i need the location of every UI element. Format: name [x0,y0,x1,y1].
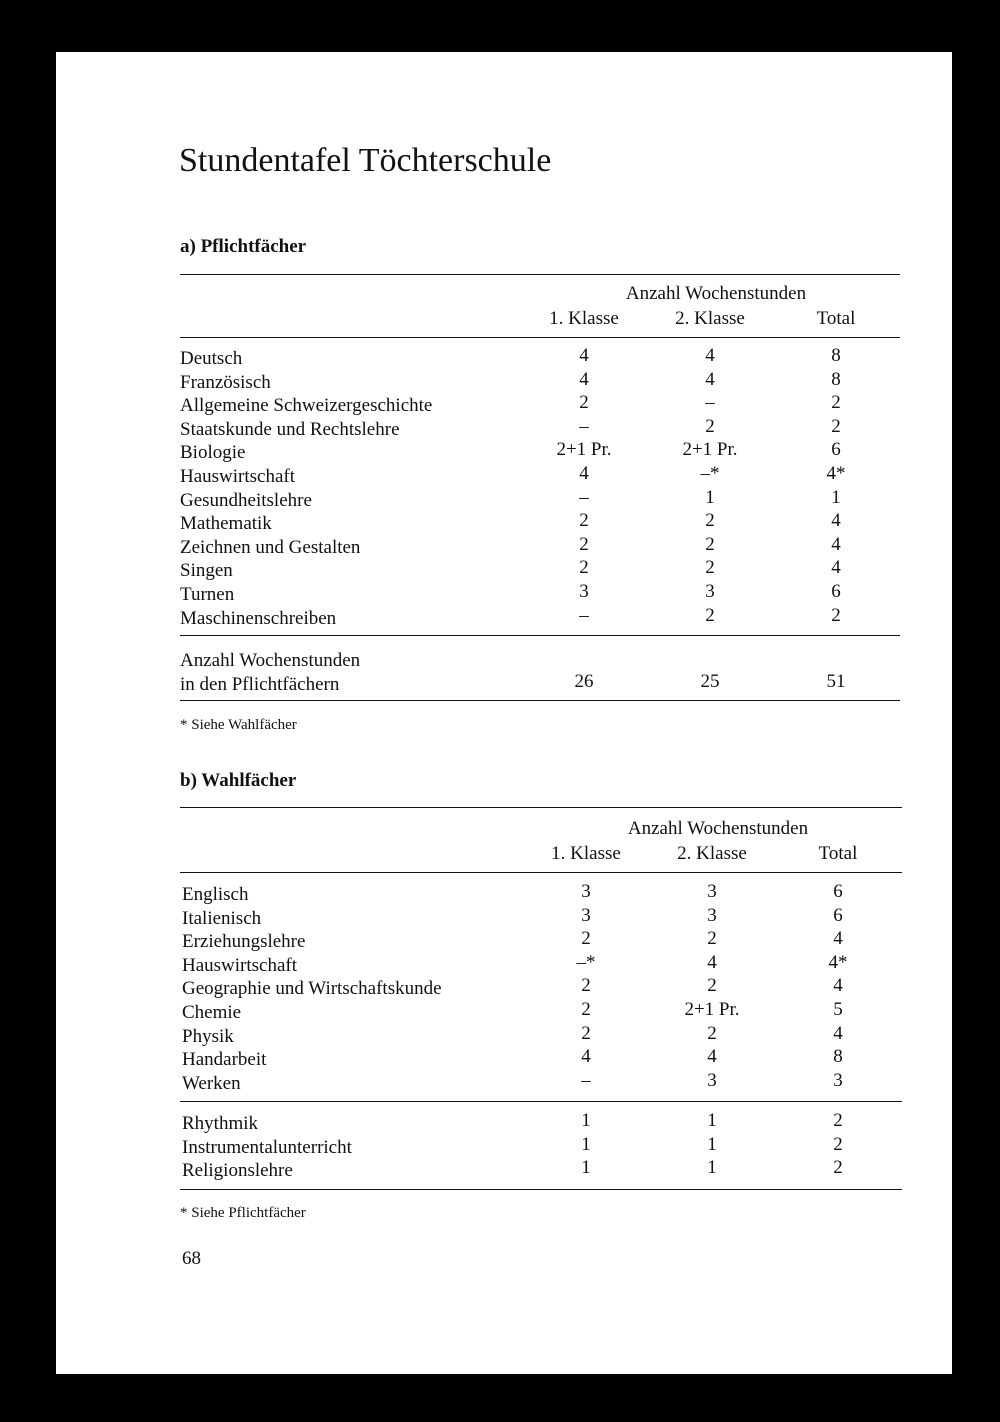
cell-k1: 2 [579,533,589,555]
table-b-bottom-rule [180,1189,902,1190]
subject-label: Italienisch [182,907,262,929]
sum-k1: 26 [574,671,594,692]
page-title: Stundentafel Töchterschule [179,142,552,179]
cell-total: 2 [833,1133,843,1155]
table-a-header-rule [180,337,900,338]
table-a-sum-row-2 [180,671,880,698]
subject-label: Deutsch [180,348,243,369]
subject-label: Werken [182,1072,241,1094]
subject-label: Hauswirtschaft [180,466,296,487]
cell-k2: 1 [707,1157,717,1179]
cell-k1: 4 [579,345,589,366]
cell-total: 4* [828,951,848,973]
subject-label: Französisch [180,371,271,393]
cell-k1: 2 [579,392,589,414]
subject-label: Maschinenschreiben [180,607,337,629]
subject-label: Biologie [180,442,246,464]
cell-k1: – [579,415,589,437]
subject-label: Religionslehre [182,1160,293,1182]
subject-label: Singen [180,560,233,582]
table-b-mid-rule [180,1101,902,1102]
cell-k2: –* [700,463,720,484]
table-b-col-total: Total [818,843,858,864]
sum-total: 51 [826,671,846,692]
cell-k2: 2+1 Pr. [682,439,738,461]
subject-label: Erziehungslehre [182,931,306,953]
cell-total: 4 [833,1022,843,1044]
cell-k2: 3 [705,581,715,602]
cell-total: 4 [831,557,841,579]
table-a-header-group: Anzahl Wochenstunden [625,283,807,304]
table-a-top-rule [180,274,900,275]
cell-k1: 4 [579,463,589,484]
cell-total: 1 [831,486,841,508]
cell-k1: 2 [579,557,589,579]
cell-k2: 4 [705,345,715,366]
subject-label: Allgemeine Schweizergeschichte [180,395,433,417]
cell-k1: 4 [579,368,589,390]
table-a-col-1: 1. Klasse [549,308,619,329]
section-a-heading: a) Pflichtfächer [180,236,307,257]
cell-k1: –* [576,951,596,973]
subject-label: Englisch [182,884,249,905]
subject-label: Rhythmik [182,1113,259,1134]
subject-label: Handarbeit [182,1049,267,1071]
cell-k1: – [579,486,589,508]
cell-total: 4 [833,928,843,950]
table-b-col-1: 1. Klasse [551,843,621,864]
cell-k2: 2 [705,604,715,626]
table-a-sum-rule [180,635,900,636]
cell-k1: 3 [581,904,591,926]
sum-k2: 25 [700,671,720,692]
table-a-col-2: 2. Klasse [675,308,745,329]
cell-total: 2 [833,1157,843,1179]
cell-k1: 2 [581,999,591,1020]
table-row [182,1069,882,1097]
subject-label: Gesundheitslehre [180,489,312,511]
cell-k2: 1 [707,1110,717,1131]
cell-k2: 3 [707,881,717,902]
cell-k2: 2 [707,1022,717,1044]
page-number: 68 [182,1248,201,1269]
cell-k2: 3 [707,1069,717,1091]
cell-k2: 2 [705,415,715,437]
cell-total: 2 [831,392,841,414]
cell-k2: 1 [705,486,715,508]
cell-total: 4 [831,510,841,532]
cell-k2: 2+1 Pr. [684,999,740,1020]
cell-k2: 2 [705,510,715,532]
cell-k1: 3 [579,581,589,602]
cell-total: 2 [831,415,841,437]
cell-k1: 2 [579,510,589,532]
cell-k1: 2 [581,1022,591,1044]
cell-k1: 2+1 Pr. [556,439,612,461]
cell-total: 2 [831,604,841,626]
cell-k1: 4 [581,1046,591,1068]
subject-label: Instrumentalunterricht [182,1136,352,1158]
cell-total: 4* [826,463,846,484]
document-page [56,52,952,1374]
cell-k1: 2 [581,975,591,997]
table-b-top-rule [180,807,902,808]
cell-k1: – [579,604,589,626]
cell-total: 4 [833,975,843,997]
cell-total: 6 [833,904,843,926]
table-a-sum-row [180,650,880,674]
cell-k1: – [581,1069,591,1091]
sum-label-line-2: in den Pflichtfächern [180,674,340,695]
cell-k2: 4 [707,1046,717,1068]
cell-total: 6 [831,439,841,461]
cell-total: 8 [831,368,841,390]
subject-label: Turnen [180,584,235,605]
cell-total: 6 [833,881,843,902]
sum-label-line-1: Anzahl Wochenstunden [180,650,361,671]
cell-k2: 2 [705,533,715,555]
cell-k2: – [705,392,715,414]
subject-label: Chemie [182,1002,242,1023]
cell-total: 8 [831,345,841,366]
subject-label: Zeichnen und Gestalten [180,536,361,558]
cell-k1: 1 [581,1110,591,1131]
cell-total: 3 [833,1069,843,1091]
subject-label: Staatskunde und Rechtslehre [180,418,400,440]
cell-k2: 3 [707,904,717,926]
table-b-col-2: 2. Klasse [677,843,747,864]
subject-label: Hauswirtschaft [182,954,298,976]
cell-total: 6 [831,581,841,602]
cell-k2: 4 [705,368,715,390]
cell-k1: 2 [581,928,591,950]
subject-label: Mathematik [180,513,272,535]
table-a-bottom-rule [180,700,900,701]
table-a-col-total: Total [816,308,856,329]
cell-total: 4 [831,533,841,555]
footnote-a: * Siehe Wahlfächer [180,717,297,733]
cell-k2: 1 [707,1133,717,1155]
table-row [182,1157,882,1184]
cell-total: 8 [833,1046,843,1068]
section-b-heading: b) Wahlfächer [180,770,297,791]
cell-total: 2 [833,1110,843,1131]
table-b-header-rule [180,872,902,873]
cell-k2: 4 [707,951,717,973]
cell-k1: 1 [581,1157,591,1179]
subject-label: Physik [182,1025,234,1047]
cell-k2: 2 [705,557,715,579]
cell-total: 5 [833,999,843,1020]
cell-k2: 2 [707,975,717,997]
subject-label: Geographie und Wirtschaftskunde [182,978,442,1000]
cell-k1: 1 [581,1133,591,1155]
cell-k2: 2 [707,928,717,950]
table-b-header-group: Anzahl Wochenstunden [627,818,809,839]
cell-k1: 3 [581,881,591,902]
footnote-b: * Siehe Pflichtfächer [180,1205,306,1221]
table-row [180,604,880,632]
